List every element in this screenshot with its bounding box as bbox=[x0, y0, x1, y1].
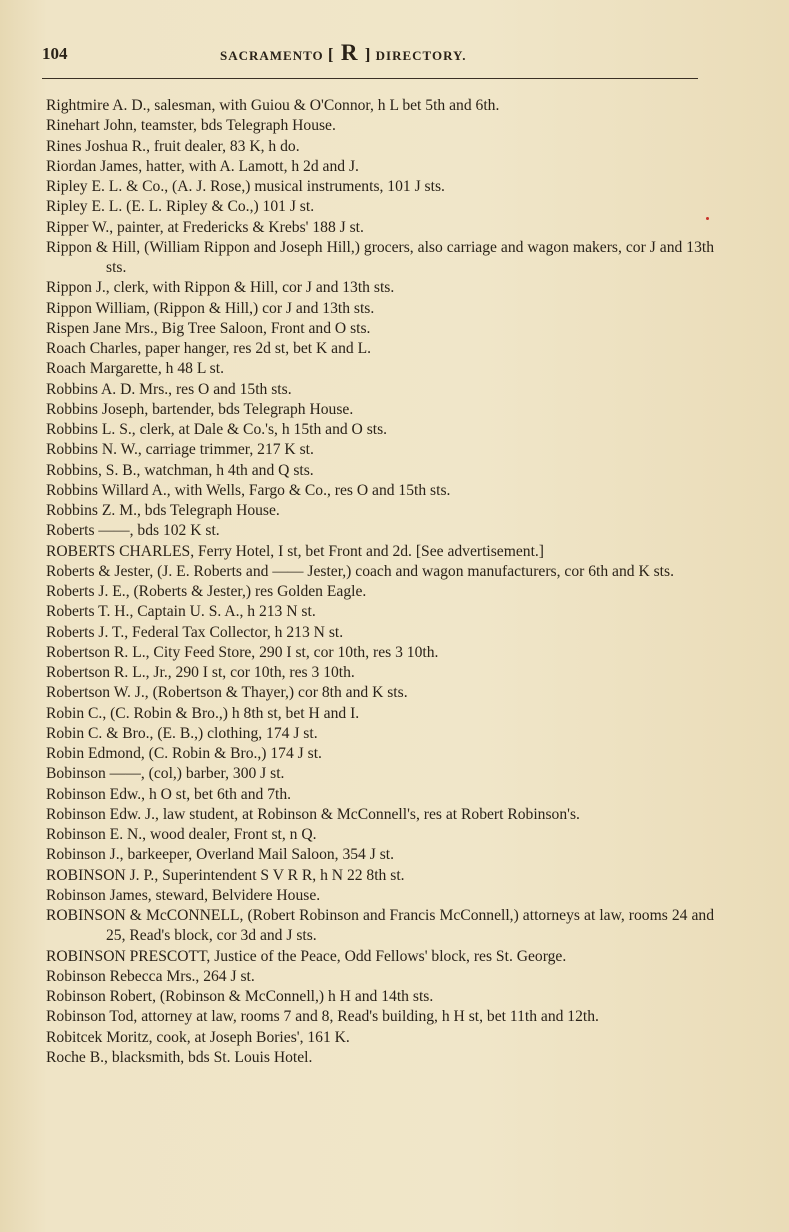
directory-entry: Roach Margarette, h 48 L st. bbox=[46, 360, 224, 378]
directory-entry: Robinson Edw. J., law student, at Robinson & McConnell's, res at Robert Robinson's. bbox=[46, 805, 580, 823]
directory-entry: Robinson Edw., h O st, bet 6th and 7th. bbox=[46, 785, 292, 803]
directory-entry: ROBINSON PRESCOTT, Justice of the Peace, Odd Fellows' block, res St. George. bbox=[46, 947, 567, 965]
directory-entry: Robin C. & Bro., (E. B.,) clothing, 174 J st. bbox=[46, 724, 318, 742]
directory-entry: Roberts ——, bds 102 K st. bbox=[46, 522, 220, 540]
page-number: 104 bbox=[42, 44, 68, 63]
bracket-close: ] bbox=[364, 45, 372, 64]
directory-entry: ROBINSON J. P., Superintendent S V R R, h N 22 8th st. bbox=[46, 866, 405, 884]
directory-entry: Rightmire A. D., salesman, with Guiou & O'Connor, h L bet 5th and 6th. bbox=[46, 97, 500, 114]
directory-entry: Rippon J., clerk, with Rippon & Hill, cor J and 13th sts. bbox=[46, 279, 395, 297]
directory-entry: Bobinson ——, (col,) barber, 300 J st. bbox=[46, 765, 285, 783]
directory-entry: ROBINSON & McCONNELL, (Robert Robinson and Francis McConnell,) attorneys at law, rooms 24 and 25, Read's block, cor 3d and J sts. bbox=[46, 907, 714, 945]
running-head-title: DIRECTORY. bbox=[375, 48, 467, 63]
header-rule bbox=[42, 78, 698, 79]
directory-entry: Roberts T. H., Captain U. S. A., h 213 N st. bbox=[46, 603, 316, 621]
directory-entry: Robbins, S. B., watchman, h 4th and Q sts. bbox=[46, 461, 314, 479]
directory-entry: Robin C., (C. Robin & Bro.,) h 8th st, bet H and I. bbox=[46, 704, 360, 722]
bracket-open: [ bbox=[327, 45, 335, 64]
directory-entry: Robbins N. W., carriage trimmer, 217 K st. bbox=[46, 441, 314, 459]
directory-entry: Rippon William, (Rippon & Hill,) cor J and 13th sts. bbox=[46, 299, 375, 317]
directory-entry: Robbins Z. M., bds Telegraph House. bbox=[46, 502, 280, 519]
directory-entry: Robinson Rebecca Mrs., 264 J st. bbox=[46, 967, 255, 985]
directory-entry: Roach Charles, paper hanger, res 2d st, bet K and L. bbox=[46, 340, 372, 357]
directory-entry: ROBERTS CHARLES, Ferry Hotel, I st, bet Front and 2d. [See advertisement.] bbox=[46, 542, 545, 560]
directory-entries bbox=[46, 96, 714, 1068]
directory-entry: Robbins Joseph, bartender, bds Telegraph House. bbox=[46, 400, 354, 418]
directory-entry: Robinson E. N., wood dealer, Front st, n Q. bbox=[46, 826, 317, 843]
directory-entry: Roberts J. E., (Roberts & Jester,) res Golden Eagle. bbox=[46, 583, 367, 600]
directory-entry: Rines Joshua R., fruit dealer, 83 K, h do. bbox=[46, 137, 300, 155]
directory-entry: Robertson R. L., Jr., 290 I st, cor 10th, res 3 10th. bbox=[46, 664, 355, 681]
running-head bbox=[220, 40, 466, 66]
directory-entry: Robertson W. J., (Robertson & Thayer,) cor 8th and K sts. bbox=[46, 684, 408, 702]
directory-entry: Robbins A. D. Mrs., res O and 15th sts. bbox=[46, 380, 292, 398]
directory-entry: Rispen Jane Mrs., Big Tree Saloon, Front and O sts. bbox=[46, 319, 371, 337]
directory-entry: Robinson J., barkeeper, Overland Mail Saloon, 354 J st. bbox=[46, 846, 395, 864]
directory-entry: Rinehart John, teamster, bds Telegraph House. bbox=[46, 117, 336, 135]
directory-entry: Ripley E. L. & Co., (A. J. Rose,) musical instruments, 101 J sts. bbox=[46, 178, 445, 195]
directory-entry: Riordan James, hatter, with A. Lamott, h 2d and J. bbox=[46, 157, 359, 175]
directory-entry: Roche B., blacksmith, bds St. Louis Hotel. bbox=[46, 1048, 313, 1066]
directory-entry: Ripley E. L. (E. L. Ripley & Co.,) 101 J st. bbox=[46, 198, 315, 216]
directory-entry: Ripper W., painter, at Fredericks & Krebs' 188 J st. bbox=[46, 218, 364, 236]
directory-entry: Roberts J. T., Federal Tax Collector, h 213 N st. bbox=[46, 623, 344, 641]
running-head-city: SACRAMENTO bbox=[220, 48, 324, 63]
directory-entry: Robinson James, steward, Belvidere House. bbox=[46, 886, 321, 904]
directory-entry: Rippon & Hill, (William Rippon and Joseph Hill,) grocers, also carriage and wagon makers, cor J and 13th sts. bbox=[46, 238, 714, 276]
directory-entry: Robbins L. S., clerk, at Dale & Co.'s, h 15th and O sts. bbox=[46, 421, 388, 438]
directory-entry: Robbins Willard A., with Wells, Fargo & Co., res O and 15th sts. bbox=[46, 481, 451, 499]
directory-entry: Robertson R. L., City Feed Store, 290 I st, cor 10th, res 3 10th. bbox=[46, 643, 439, 661]
directory-entry: Roberts & Jester, (J. E. Roberts and —— Jester,) coach and wagon manufacturers, cor 6th and K sts. bbox=[46, 562, 674, 580]
page-header bbox=[42, 40, 702, 70]
directory-entry: Robin Edmond, (C. Robin & Bro.,) 174 J st. bbox=[46, 745, 322, 762]
directory-entry: Robinson Robert, (Robinson & McConnell,) h H and 14th sts. bbox=[46, 988, 434, 1005]
directory-entry: Robitcek Moritz, cook, at Joseph Bories', 161 K. bbox=[46, 1028, 350, 1046]
section-letter: R bbox=[340, 40, 359, 65]
directory-entry: Robinson Tod, attorney at law, rooms 7 and 8, Read's building, h H st, bet 11th and 12th. bbox=[46, 1008, 599, 1026]
